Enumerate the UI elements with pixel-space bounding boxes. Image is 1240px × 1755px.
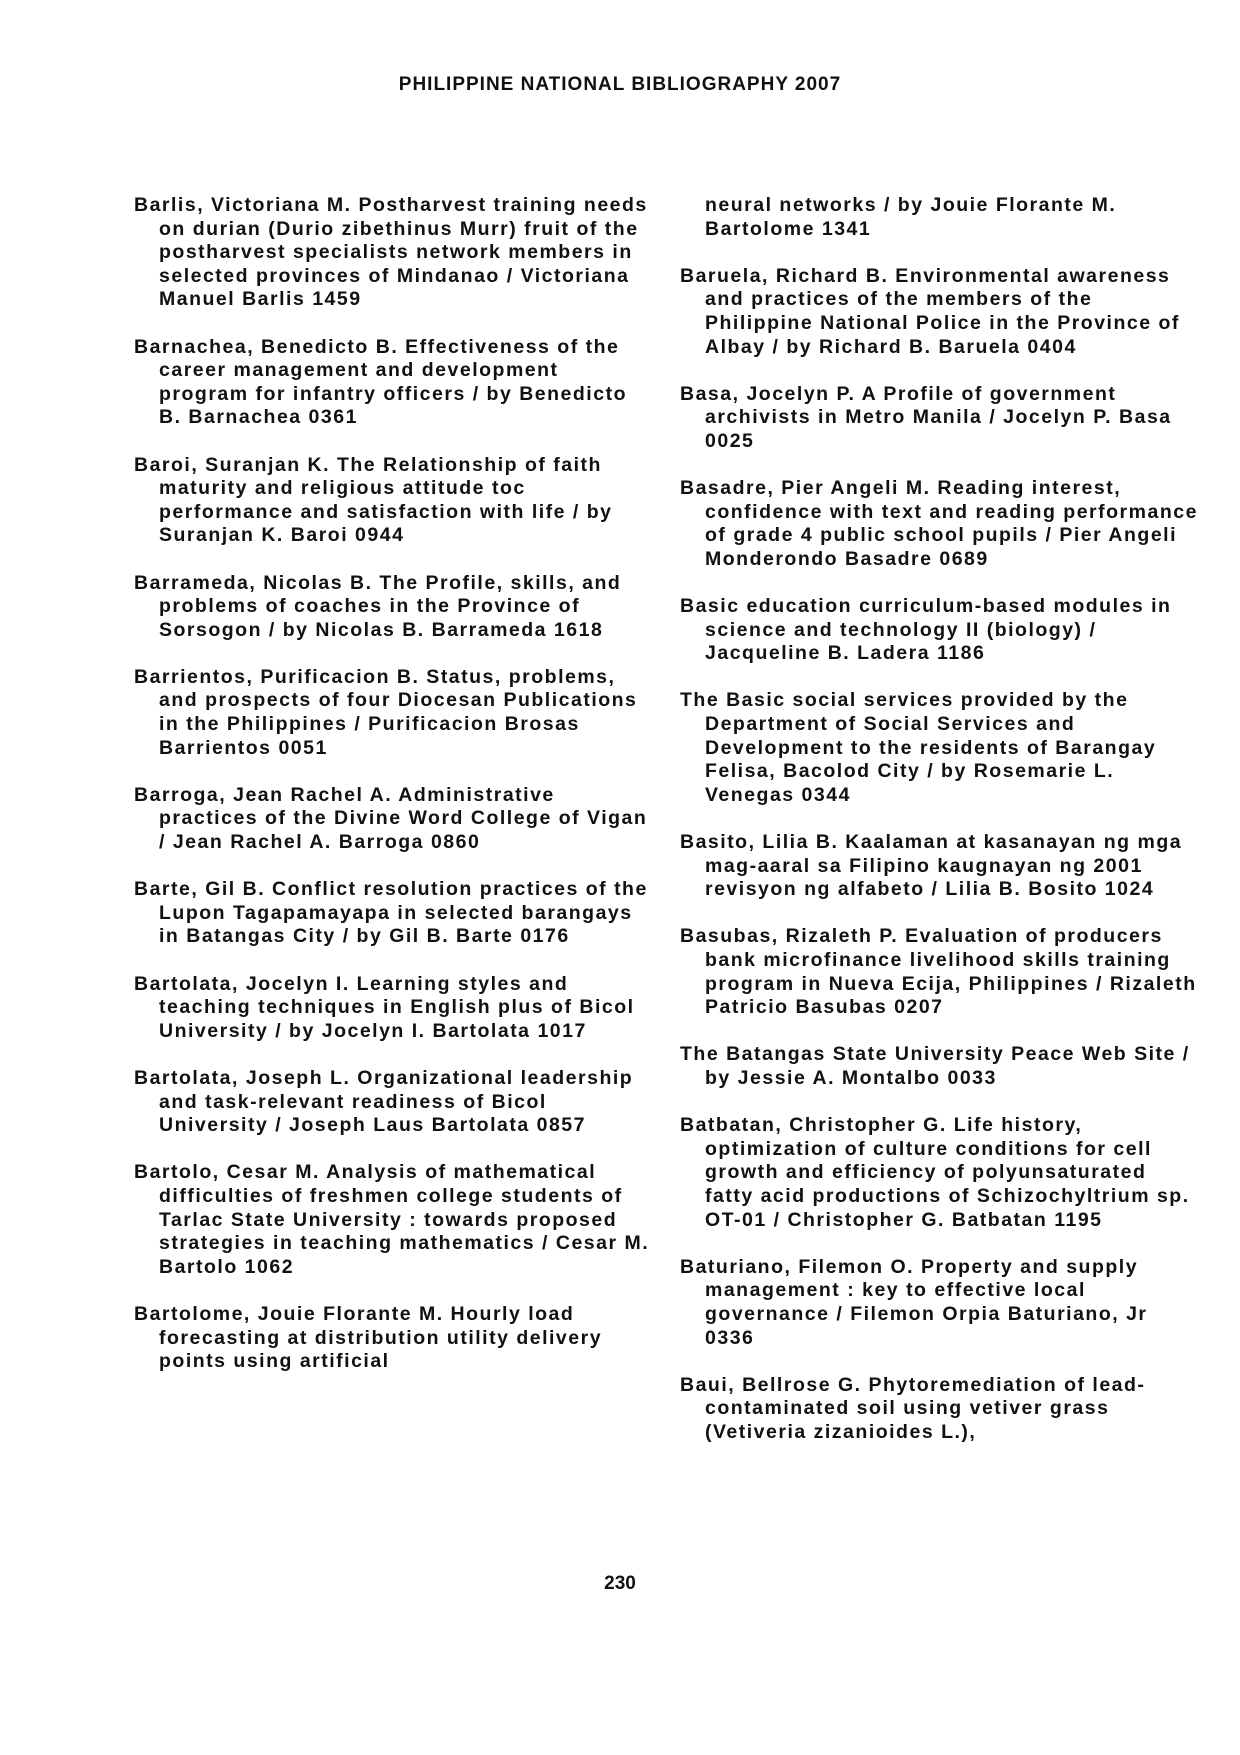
bib-entry-continuation: neural networks / by Jouie Florante M. Bartolome 1341	[705, 194, 1117, 240]
bib-entry: Barlis, Victoriana M. Postharvest training needs on durian (Durio zibethinus Murr) fruit of the postharvest specialists network members in selected provinces of Mindanao / Victoriana Manuel Barlis 1459	[134, 194, 648, 311]
bib-entry: Bartolome, Jouie Florante M. Hourly load forecasting at distribution utility delivery points using artificial	[134, 1302, 603, 1373]
bib-entry: The Batangas State University Peace Web Site / by Jessie A. Montalbo 0033	[680, 1043, 1190, 1089]
bib-entry: Bartolata, Joseph L. Organizational leadership and task-relevant readiness of Bicol University / Joseph Laus Bartolata 0857	[134, 1066, 634, 1137]
bib-entry: Baui, Bellrose G. Phytoremediation of lead-contaminated soil using vetiver grass (Vetiveria zizanioides L.),	[680, 1373, 1146, 1443]
bib-entry: Basic education curriculum-based modules in science and technology II (biology) / Jacqueline B. Ladera 1186	[680, 595, 1172, 665]
bib-entry: Bartolata, Jocelyn I. Learning styles and teaching techniques in English plus of Bicol University / by Jocelyn I. Bartolata 1017	[134, 972, 635, 1042]
bib-entry: Baroi, Suranjan K. The Relationship of faith maturity and religious attitude toc performance and satisfaction with life / by Suranjan K. Baroi 0944	[134, 453, 613, 547]
left-column	[134, 194, 654, 1397]
bib-entry: The Basic social services provided by the Department of Social Services and Development to the residents of Barangay Felisa, Bacolod City / by Rosemarie L. Venegas 0344	[680, 689, 1157, 806]
bib-entry: Basa, Jocelyn P. A Profile of government archivists in Metro Manila / Jocelyn P. Basa 0025	[680, 382, 1172, 452]
bib-entry: Batbatan, Christopher G. Life history, optimization of culture conditions for cell growth and efficiency of polyunsaturated fatty acid productions of Schizochyltrium sp. OT-01 / Christopher G. Batbatan 1195	[680, 1114, 1190, 1231]
bib-entry: Barnachea, Benedicto B. Effectiveness of the career management and development program for infantry officers / by Benedicto B. Barnachea 0361	[134, 335, 627, 429]
bib-entry: Barrientos, Purificacion B. Status, problems, and prospects of four Diocesan Publications in the Philippines / Purificacion Brosas Barrientos 0051	[134, 665, 638, 759]
bib-entry: Baruela, Richard B. Environmental awareness and practices of the members of the Philippine National Police in the Province of Albay / by Richard B. Baruela 0404	[680, 264, 1180, 358]
right-column	[680, 194, 1200, 1468]
page-header: PHILIPPINE NATIONAL BIBLIOGRAPHY 2007	[398, 74, 842, 95]
bib-entry: Baturiano, Filemon O. Property and supply management : key to effective local governance / Filemon Orpia Baturiano, Jr 0336	[680, 1255, 1148, 1349]
bib-entry: Basadre, Pier Angeli M. Reading interest, confidence with text and reading performance of grade 4 public school pupils / Pier Angeli Monderondo Basadre 0689	[680, 477, 1198, 570]
bib-entry: Basito, Lilia B. Kaalaman at kasanayan ng mga mag-aaral sa Filipino kaugnayan ng 2001 revisyon ng alfabeto / Lilia B. Bosito 1024	[680, 831, 1183, 901]
bib-entry: Barrameda, Nicolas B. The Profile, skills, and problems of coaches in the Province of Sorsogon / by Nicolas B. Barrameda 1618	[134, 571, 622, 641]
bib-entry: Bartolo, Cesar M. Analysis of mathematical difficulties of freshmen college students of Tarlac State University : towards proposed strategies in teaching mathematics / Cesar M. Bartolo 1062	[134, 1161, 650, 1278]
bib-entry: Basubas, Rizaleth P. Evaluation of producers bank microfinance livelihood skills training program in Nueva Ecija, Philippines / Rizaleth Patricio Basubas 0207	[680, 925, 1197, 1019]
page-number: 230	[604, 1573, 636, 1594]
bib-entry: Barte, Gil B. Conflict resolution practices of the Lupon Tagapamayapa in selected barangays in Batangas City / by Gil B. Barte 0176	[134, 878, 648, 948]
bib-entry: Barroga, Jean Rachel A. Administrative practices of the Divine Word College of Vigan / Jean Rachel A. Barroga 0860	[134, 783, 648, 854]
